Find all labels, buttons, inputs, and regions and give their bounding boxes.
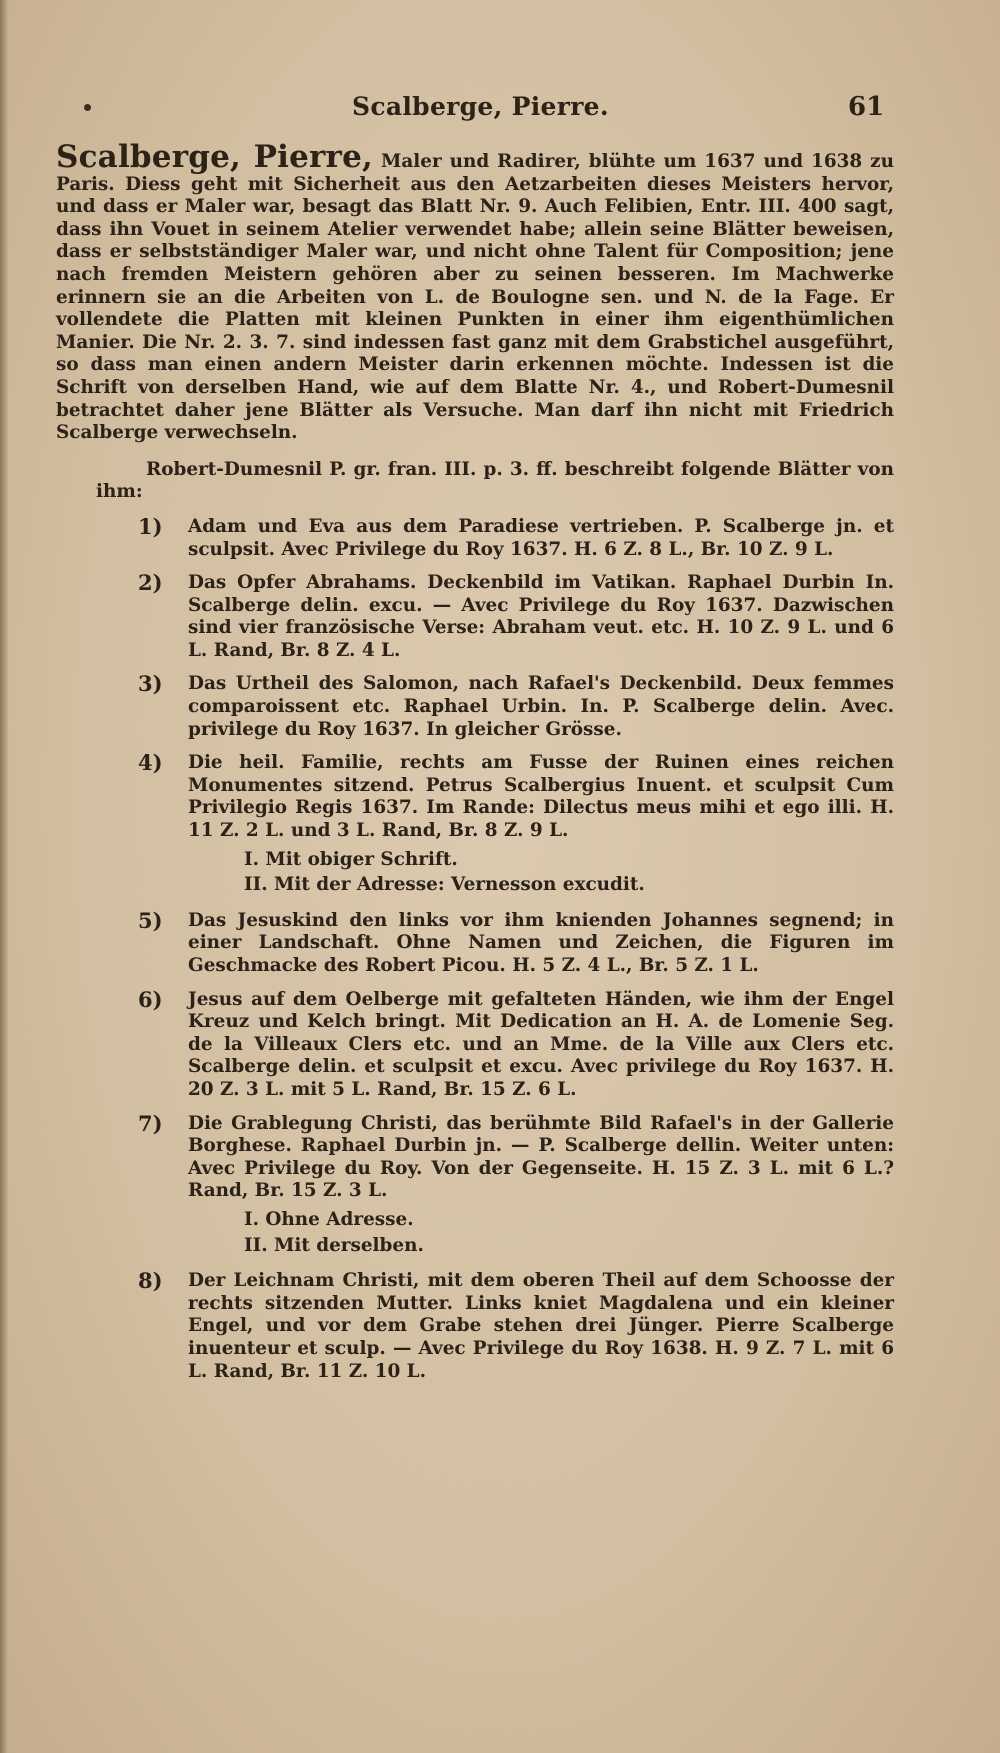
item-text: Die Grablegung Christi, das berühmte Bild Rafael's in der Gallerie Borghese. Raphael Durbin jn. — P. Scalberge dellin. Weiter unten: Avec Privilege du Roy. Von der Gegenseite. H. 15 Z. 3 L. mit 6 L.? Rand, Br. 15 Z. 3 L. <box>188 1112 894 1202</box>
item-text: Adam und Eva aus dem Paradiese vertrieben. P. Scalberge jn. et sculpsit. Avec Privilege du Roy 1637. H. 6 Z. 8 L., Br. 10 Z. 9 L. <box>188 515 894 560</box>
catalogue-list <box>96 513 894 1383</box>
item-number: 2) <box>138 570 163 596</box>
state-line: I. Mit obiger Schrift. <box>244 848 458 870</box>
state-line: I. Ohne Adresse. <box>244 1208 414 1230</box>
running-title: Scalberge, Pierre. <box>352 92 609 121</box>
item-text: Das Opfer Abrahams. Deckenbild im Vatikan. Raphael Durbin In. Scalberge delin. excu. — Avec Privilege du Roy 1637. Dazwischen sind vier französische Verse: Abraham veut. etc. H. 10 Z. 9 L. und 6 L. Rand, Br. 8 Z. 4 L. <box>188 572 894 661</box>
state-list <box>96 1209 894 1257</box>
ink-spot-mark <box>84 104 91 111</box>
page-gutter-shadow <box>0 0 8 1753</box>
item-number: 1) <box>138 513 163 539</box>
entry-paragraph <box>56 139 895 445</box>
catalogue-item <box>96 752 894 842</box>
entry-name: Scalberge, Pierre, <box>56 139 373 175</box>
item-text: Der Leichnam Christi, mit dem oberen Theil auf dem Schoosse der rechts sitzenden Mutter. Links kniet Magdalena und ein kleiner Engel, und vor dem Grabe stehen drei Jünger. Pierre Scalberge inuenteur et sculp. — Avec Privilege du Roy 1638. H. 9 Z. 7 L. mit 6 L. Rand, Br. 11 Z. 10 L. <box>188 1270 894 1382</box>
state-list <box>96 849 894 897</box>
catalogue-item <box>96 1110 894 1203</box>
catalogue-item <box>96 986 894 1102</box>
catalogue-item <box>96 513 894 561</box>
item-number: 7) <box>138 1110 163 1136</box>
page-number: 61 <box>848 92 885 122</box>
state-line: II. Mit derselben. <box>244 1234 424 1256</box>
item-text: Das Urtheil des Salomon, nach Rafael's Deckenbild. Deux femmes comparoissent etc. Raphael Urbin. In. P. Scalberge delin. Avec. privilege du Roy 1637. In gleicher Grösse. <box>188 673 894 740</box>
catalogue-item <box>96 907 894 978</box>
item-number: 3) <box>138 671 163 697</box>
item-number: 4) <box>138 750 163 776</box>
catalogue-intro: Robert-Dumesnil P. gr. fran. III. p. 3. ff. beschreibt folgende Blätter von ihm: <box>96 458 894 503</box>
item-text: Das Jesuskind den links vor ihm knienden Johannes segnend; in einer Landschaft. Ohne Namen und Zeichen, die Figuren im Geschmacke des Robert Picou. H. 5 Z. 4 L., Br. 5 Z. 1 L. <box>188 909 894 976</box>
item-number: 5) <box>138 907 163 933</box>
catalogue-item <box>96 673 894 741</box>
catalogue-item <box>96 572 894 662</box>
entry-body <box>56 139 895 1394</box>
item-number: 6) <box>138 986 163 1012</box>
entry-biography: Maler und Radirer, blühte um 1637 und 1638 zu Paris. Diess geht mit Sicherheit aus den Aetzarbeiten dieses Meisters hervor, und dass er Maler war, besagt das Blatt Nr. 9. Auch Felibien, Entr. III. 400 sagt, dass ihn Vouet in seinem Atelier verwendet habe; allein seine Blätter beweisen, dass er selbstständiger Maler war, und nicht ohne Talent für Composition; jene nach fremden Meistern gehören aber zu seinen besseren. Im Machwerke erinnern sie an die Arbeiten von L. de Boulogne sen. und N. de la Fage. Er vollendete die Platten mit kleinen Punkten in einer ihm eigenthümlichen Manier. Die Nr. 2. 3. 7. sind indessen fast ganz mit dem Grabstichel ausgeführt, so dass man einen andern Meister darin erkennen möchte. Indessen ist die Schrift von derselben Hand, wie auf dem Blatte Nr. 4., und Robert-Dumesnil betrachtet daher jene Blätter als Versuche. Man darf ihn nicht mit Friedrich Scalberge verwechseln. <box>56 151 895 444</box>
catalogue-item <box>96 1270 894 1383</box>
item-text: Die heil. Familie, rechts am Fusse der Ruinen eines reichen Monumentes sitzend. Petrus Scalbergius Inuent. et sculpsit Cum Privilegio Regis 1637. Im Rande: Dilectus meus mihi et ego illi. H. 11 Z. 2 L. und 3 L. Rand, Br. 8 Z. 9 L. <box>188 752 894 842</box>
page-header <box>0 92 1000 132</box>
item-number: 8) <box>138 1268 163 1294</box>
item-text: Jesus auf dem Oelberge mit gefalteten Händen, wie ihm der Engel Kreuz und Kelch bringt. Mit Dedication an H. A. de Lomenie Seg. de la Villeaux Clers etc. und an Mme. de la Ville aux Clers etc. Scalberge delin. et sculpsit et excu. Avec privilege du Roy 1637. H. 20 Z. 3 L. mit 5 L. Rand, Br. 15 Z. 6 L. <box>188 988 894 1100</box>
state-line: II. Mit der Adresse: Vernesson excudit. <box>244 874 645 896</box>
